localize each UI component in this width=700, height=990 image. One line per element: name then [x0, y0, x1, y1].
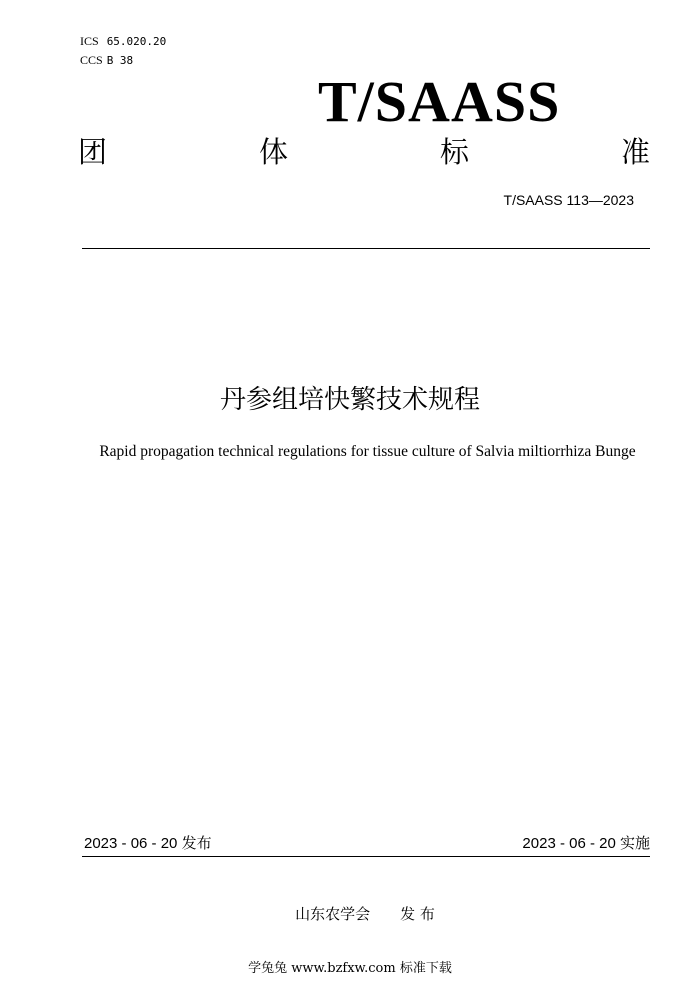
ics-label: ICS: [80, 34, 99, 48]
ics-value: 65.020.20: [106, 35, 167, 48]
top-divider: [82, 248, 650, 249]
organization-logo: T/SAASS: [318, 69, 561, 134]
footer-watermark: 学兔兔 www.bzfxw.com 标准下载: [248, 961, 452, 976]
publication-date: 2023 - 06 - 20 发布: [84, 835, 212, 852]
standard-type-char: 准: [620, 135, 650, 169]
standard-number: T/SAASS 113—2023: [503, 192, 634, 208]
document-title-chinese: 丹参组培快繁技术规程: [219, 385, 480, 415]
standard-type: [78, 134, 650, 170]
document-title-english: Rapid propagation technical regulations for tissue culture of Salvia miltiorrhiza Bunge: [99, 443, 636, 460]
bottom-divider: [82, 856, 650, 857]
standard-type-char: 团: [78, 135, 108, 169]
ics-code: [80, 34, 166, 49]
ccs-label: CCS: [80, 53, 103, 67]
publisher: 山东农学会 发 布: [295, 905, 435, 923]
ccs-value: B 38: [106, 54, 134, 67]
implementation-date: 2023 - 06 - 20 实施: [522, 835, 650, 852]
ccs-code: [80, 53, 133, 68]
standard-type-char: 标: [439, 135, 469, 169]
standard-type-char: 体: [258, 135, 288, 169]
